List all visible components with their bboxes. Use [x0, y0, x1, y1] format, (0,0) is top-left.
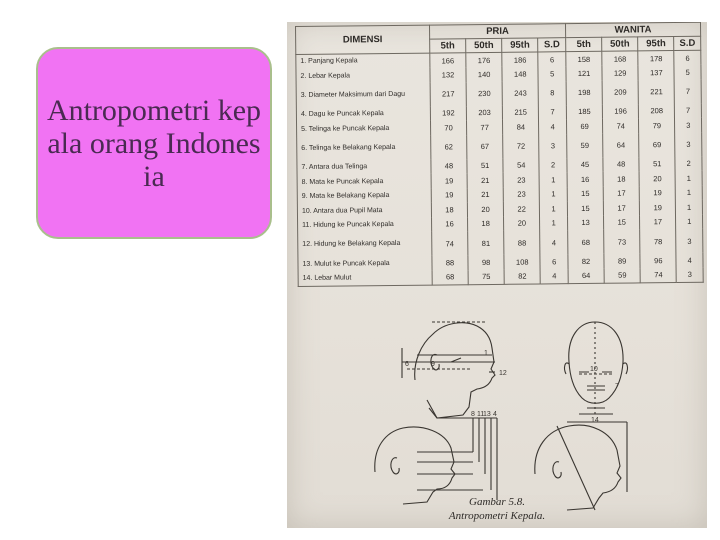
dimension-label: 1. Panjang Kepala [296, 53, 430, 69]
marker-label: 9 [431, 361, 435, 368]
value-cell: 20 [504, 216, 540, 231]
value-cell: 158 [566, 51, 602, 66]
value-cell: 20 [467, 202, 503, 217]
value-cell: 15 [567, 186, 603, 201]
value-cell: 4 [540, 230, 568, 254]
value-cell: 82 [504, 269, 540, 284]
value-cell: 4 [676, 253, 703, 268]
value-cell: 178 [638, 51, 674, 66]
marker-label: 4 [493, 411, 497, 418]
value-cell: 217 [430, 82, 466, 106]
value-cell: 19 [640, 200, 676, 215]
value-cell: 48 [603, 157, 639, 172]
value-cell: 23 [503, 172, 539, 187]
value-cell: 198 [566, 80, 602, 104]
value-cell: 16 [431, 217, 467, 232]
dimension-header: DIMENSI [296, 25, 430, 54]
value-cell: 1 [676, 200, 703, 215]
value-cell: 67 [467, 134, 503, 158]
side-head-outline [415, 323, 495, 418]
value-cell: 203 [466, 105, 502, 120]
value-cell: 4 [539, 119, 567, 134]
value-cell: 18 [603, 171, 639, 186]
value-cell: 15 [604, 215, 640, 230]
marker-label: 6 [405, 361, 409, 368]
value-cell: 48 [431, 159, 467, 174]
value-cell: 5 [538, 66, 566, 81]
group-header-male: PRIA [429, 24, 565, 39]
value-cell: 21 [467, 187, 503, 202]
figure-caption-number: Gambar 5.8. [469, 496, 525, 508]
slide-title: Antropometri kepala orang Indonesia [46, 93, 262, 193]
value-cell: 74 [640, 268, 676, 283]
title-box [36, 47, 272, 239]
value-cell: 215 [503, 105, 539, 120]
dimension-label: 9. Mata ke Belakang Kepala [297, 188, 431, 204]
value-cell: 74 [432, 231, 468, 255]
value-cell: 78 [640, 229, 676, 253]
dimension-label: 10. Antara dua Pupil Mata [297, 203, 431, 219]
dimension-label: 12. Hidung ke Belakang Kepala [298, 232, 432, 257]
dimension-label: 11. Hidung ke Puncak Kepala [298, 217, 432, 233]
value-cell: 5 [674, 65, 701, 80]
value-cell: 1 [540, 216, 568, 231]
value-cell: 70 [430, 120, 466, 135]
value-cell: 132 [430, 67, 466, 82]
dimension-label: 7. Antara dua Telinga [297, 159, 431, 175]
value-cell: 230 [466, 81, 502, 105]
value-cell: 15 [567, 201, 603, 216]
value-cell: 7 [539, 105, 567, 120]
group-header-female: WANITA [565, 22, 700, 37]
value-cell: 21 [467, 173, 503, 188]
value-cell: 140 [466, 67, 502, 82]
subheader: 5th [566, 37, 602, 51]
value-cell: 19 [431, 188, 467, 203]
subheader: 5th [430, 39, 466, 53]
value-cell: 54 [503, 158, 539, 173]
value-cell: 13 [567, 215, 603, 230]
dimension-label: 14. Lebar Mulut [298, 270, 432, 286]
value-cell: 176 [466, 52, 502, 67]
value-cell: 75 [468, 269, 504, 284]
value-cell: 69 [566, 119, 602, 134]
subheader: 50th [466, 38, 502, 52]
value-cell: 98 [468, 255, 504, 270]
value-cell: 16 [567, 172, 603, 187]
value-cell: 74 [603, 118, 639, 133]
marker-label: 1 [484, 350, 488, 357]
value-cell: 88 [504, 230, 540, 254]
value-cell: 6 [674, 50, 701, 65]
value-cell: 82 [568, 254, 604, 269]
value-cell: 19 [431, 173, 467, 188]
dimension-label: 3. Diameter Maksimum dari Dagu [296, 82, 430, 107]
value-cell: 23 [503, 187, 539, 202]
value-cell: 22 [504, 201, 540, 216]
marker-label: 14 [591, 417, 599, 424]
value-cell: 3 [675, 118, 702, 133]
value-cell: 19 [639, 186, 675, 201]
value-cell: 209 [602, 80, 638, 104]
value-cell: 166 [430, 53, 466, 68]
dimension-label: 8. Mata ke Puncak Kepala [297, 174, 431, 190]
value-cell: 2 [539, 158, 567, 173]
subheader: S.D [538, 38, 566, 52]
value-cell: 79 [639, 118, 675, 133]
value-cell: 20 [639, 171, 675, 186]
value-cell: 1 [540, 187, 568, 202]
subheader: 95th [502, 38, 538, 52]
marker-label: 12 [499, 370, 507, 377]
value-cell: 243 [502, 81, 538, 105]
marker-label: 13 [483, 411, 491, 418]
value-cell: 88 [432, 255, 468, 270]
value-cell: 3 [539, 134, 567, 158]
value-cell: 3 [676, 229, 703, 253]
value-cell: 8 [538, 81, 566, 105]
value-cell: 6 [540, 254, 568, 269]
dimension-label: 4. Dagu ke Puncak Kepala [296, 106, 430, 122]
value-cell: 6 [538, 52, 566, 67]
value-cell: 64 [603, 133, 639, 157]
value-cell: 96 [640, 253, 676, 268]
value-cell: 59 [567, 133, 603, 157]
value-cell: 3 [676, 267, 703, 282]
subheader: 95th [638, 37, 674, 51]
value-cell: 18 [431, 202, 467, 217]
value-cell: 89 [604, 253, 640, 268]
value-cell: 84 [503, 119, 539, 134]
dimension-label: 13. Mulut ke Puncak Kepala [298, 256, 432, 272]
value-cell: 81 [468, 231, 504, 255]
value-cell: 121 [566, 66, 602, 81]
figure-caption-title: Antropometri Kepala. [448, 510, 546, 522]
value-cell: 17 [603, 200, 639, 215]
value-cell: 1 [675, 171, 702, 186]
value-cell: 51 [467, 158, 503, 173]
front-head-outline [569, 322, 623, 403]
value-cell: 221 [638, 80, 674, 104]
marker-label: 7 [615, 383, 619, 390]
dimension-label: 2. Lebar Kepala [296, 68, 430, 84]
value-cell: 17 [640, 215, 676, 230]
marker-label: 8 [471, 411, 475, 418]
value-cell: 3 [675, 132, 702, 156]
value-cell: 64 [568, 268, 604, 283]
value-cell: 7 [674, 79, 701, 103]
value-cell: 69 [639, 133, 675, 157]
value-cell: 77 [467, 120, 503, 135]
value-cell: 168 [602, 51, 638, 66]
value-cell: 148 [502, 66, 538, 81]
side-head-outline-lower [375, 427, 455, 504]
value-cell: 4 [540, 269, 568, 284]
value-cell: 108 [504, 254, 540, 269]
dimension-label: 6. Telinga ke Belakang Kepala [297, 135, 431, 160]
value-cell: 51 [639, 157, 675, 172]
value-cell: 1 [540, 201, 568, 216]
value-cell: 72 [503, 134, 539, 158]
value-cell: 62 [431, 135, 467, 159]
value-cell: 1 [676, 214, 703, 229]
value-cell: 73 [604, 229, 640, 253]
value-cell: 7 [675, 103, 702, 118]
head-measurement-figure [287, 22, 707, 528]
textbook-photo [287, 22, 707, 528]
value-cell: 68 [432, 270, 468, 285]
subheader: S.D [674, 36, 701, 50]
value-cell: 18 [468, 216, 504, 231]
value-cell: 185 [566, 104, 602, 119]
marker-label: 10 [590, 366, 598, 373]
value-cell: 137 [638, 65, 674, 80]
value-cell: 17 [603, 186, 639, 201]
value-cell: 186 [502, 52, 538, 67]
subheader: 50th [602, 37, 638, 51]
value-cell: 196 [602, 104, 638, 119]
value-cell: 1 [539, 172, 567, 187]
value-cell: 2 [675, 156, 702, 171]
value-cell: 192 [430, 106, 466, 121]
marker-label: 11 [477, 411, 485, 418]
value-cell: 68 [568, 230, 604, 254]
value-cell: 1 [676, 185, 703, 200]
value-cell: 208 [639, 104, 675, 119]
value-cell: 59 [604, 268, 640, 283]
dimension-label: 5. Telinga ke Puncak Kepala [297, 121, 431, 137]
value-cell: 129 [602, 65, 638, 80]
value-cell: 45 [567, 157, 603, 172]
